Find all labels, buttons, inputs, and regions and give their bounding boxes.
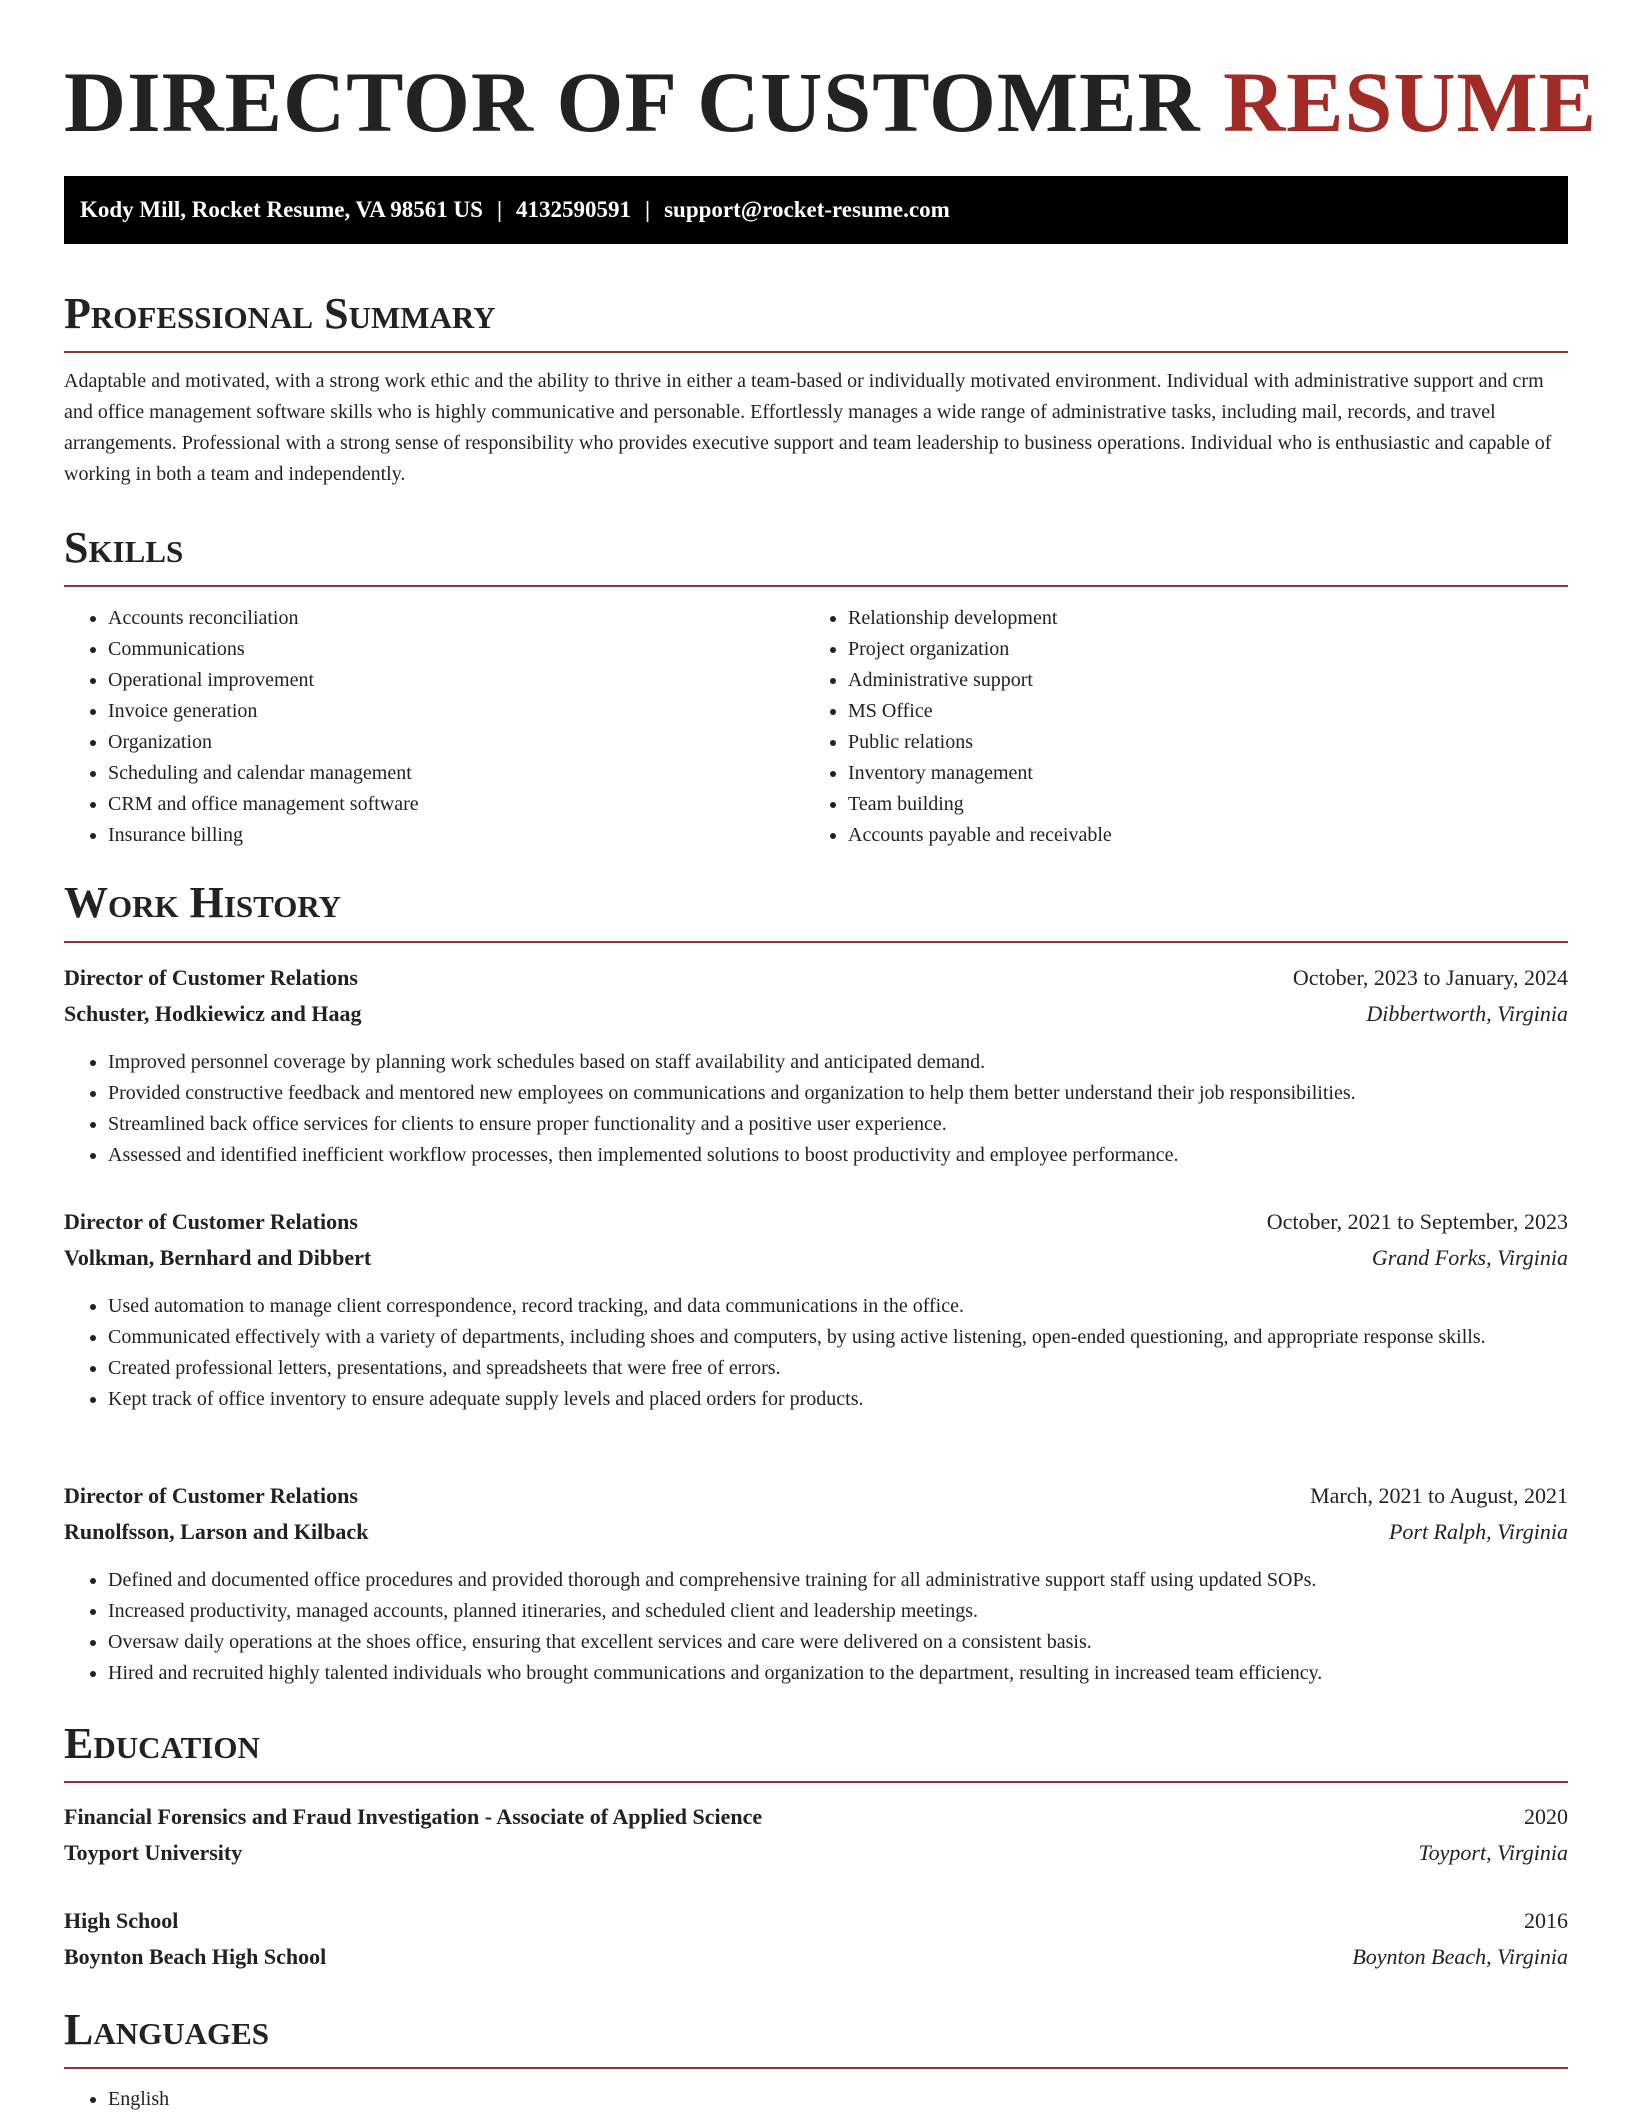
- section-divider: [64, 1781, 1568, 1783]
- resume-title-main: DIRECTOR OF CUSTOMER: [64, 54, 1201, 150]
- job-company: Volkman, Bernhard and Dibbert: [64, 1245, 372, 1270]
- job-bullet: • Increased productivity, managed accounts, planned itineraries, and scheduled client and leadership meetings.: [108, 1596, 1568, 1627]
- skill-item: • Inventory management: [848, 758, 1548, 789]
- resume-title: [64, 46, 1597, 158]
- skills-list-right: [804, 603, 1548, 851]
- resume-title-accent: RESUME: [1223, 54, 1598, 150]
- job-title-row: [64, 1478, 1568, 1514]
- education-school-row: [64, 1939, 1568, 1975]
- education-location: Boynton Beach, Virginia: [1352, 1944, 1568, 1969]
- contact-name-address: Kody Mill, Rocket Resume, VA 98561 US: [80, 197, 483, 222]
- job-company-row: [64, 1514, 1568, 1550]
- skill-item: • Administrative support: [848, 665, 1548, 696]
- contact-separator: |: [645, 197, 651, 222]
- job-title-row: [64, 1204, 1568, 1240]
- education-location: Toyport, Virginia: [1418, 1840, 1568, 1865]
- summary-text: Adaptable and motivated, with a strong work ethic and the ability to thrive in either a team-based or individually motivated environment. Individual with administrative support and crm and office management software skills who is highly communicative and personable. Effortlessly manages a wide range of administrative tasks, including mail, records, and travel arrangements. Professional with a strong sense of responsibility who provides executive support and team leadership to business operations. Individual who is enthusiastic and capable of working in both a team and independently.: [64, 370, 1552, 485]
- skill-item: • Communications: [108, 634, 798, 665]
- skill-item: • Accounts payable and receivable: [848, 820, 1548, 851]
- section-heading-work-history: Work History: [64, 878, 342, 927]
- skill-item: • MS Office: [848, 696, 1548, 727]
- job-bullet: • Improved personnel coverage by planning work schedules based on staff availability and anticipated demand.: [108, 1047, 1568, 1078]
- job-location: Grand Forks, Virginia: [1371, 1245, 1568, 1270]
- education-degree: High School: [64, 1908, 179, 1933]
- education-school: Boynton Beach High School: [64, 1944, 327, 1969]
- job-dates: March, 2021 to August, 2021: [1310, 1483, 1568, 1508]
- section-heading-education: Education: [64, 1719, 260, 1768]
- skill-item: • Accounts reconciliation: [108, 603, 798, 634]
- job-dates: October, 2023 to January, 2024: [1292, 965, 1568, 990]
- job-title: Director of Customer Relations: [64, 1209, 358, 1234]
- section-heading-languages: Languages: [64, 2005, 270, 2054]
- section-divider: [64, 585, 1568, 587]
- job-bullet: • Kept track of office inventory to ensure adequate supply levels and placed orders for products.: [108, 1384, 1568, 1415]
- job-title: Director of Customer Relations: [64, 965, 358, 990]
- job-bullet: • Defined and documented office procedures and provided thorough and comprehensive training for all administrative support staff using updated SOPs.: [108, 1565, 1568, 1596]
- job-bullet: • Assessed and identified inefficient workflow processes, then implemented solutions to boost productivity and employee performance.: [108, 1140, 1568, 1171]
- education-school: Toyport University: [64, 1840, 243, 1865]
- education-degree-row: [64, 1903, 1568, 1939]
- contact-phone: 4132590591: [516, 197, 632, 222]
- education-degree-row: [64, 1799, 1568, 1835]
- section-divider: [64, 2067, 1568, 2069]
- job-location: Port Ralph, Virginia: [1388, 1519, 1568, 1544]
- job-bullets: [64, 1565, 1568, 1689]
- job-company-row: [64, 996, 1568, 1032]
- job-location: Dibbertworth, Virginia: [1366, 1001, 1568, 1026]
- education-degree: Financial Forensics and Fraud Investigation - Associate of Applied Science: [64, 1804, 763, 1829]
- education-year: 2020: [1524, 1804, 1568, 1829]
- job-bullets: [64, 1291, 1568, 1415]
- education-year: 2016: [1524, 1908, 1568, 1933]
- job-bullet: • Created professional letters, presentations, and spreadsheets that were free of errors.: [108, 1353, 1568, 1384]
- job-bullets: [64, 1047, 1568, 1171]
- skill-item: • Insurance billing: [108, 820, 798, 851]
- skill-item: • CRM and office management software: [108, 789, 798, 820]
- section-heading-skills: Skills: [64, 523, 184, 572]
- section-divider: [64, 941, 1568, 943]
- section-heading-summary: Professional Summary: [64, 289, 496, 338]
- contact-bar: [64, 176, 1568, 244]
- skill-item: • Organization: [108, 727, 798, 758]
- language-item: • English: [108, 2084, 708, 2115]
- section-divider: [64, 351, 1568, 353]
- job-company: Schuster, Hodkiewicz and Haag: [64, 1001, 362, 1026]
- languages-list: [64, 2084, 708, 2115]
- job-dates: October, 2021 to September, 2023: [1266, 1209, 1568, 1234]
- job-bullet: • Oversaw daily operations at the shoes office, ensuring that excellent services and care were delivered on a consistent basis.: [108, 1627, 1568, 1658]
- job-company: Runolfsson, Larson and Kilback: [64, 1519, 369, 1544]
- skill-item: • Invoice generation: [108, 696, 798, 727]
- skill-item: • Operational improvement: [108, 665, 798, 696]
- job-bullet: • Hired and recruited highly talented individuals who brought communications and organization to the department, resulting in increased team efficiency.: [108, 1658, 1568, 1689]
- job-company-row: [64, 1240, 1568, 1276]
- job-title: Director of Customer Relations: [64, 1483, 358, 1508]
- job-title-row: [64, 960, 1568, 996]
- skill-item: • Public relations: [848, 727, 1548, 758]
- job-bullet: • Provided constructive feedback and mentored new employees on communications and organization to help them better understand their job responsibilities.: [108, 1078, 1568, 1109]
- skill-item: • Project organization: [848, 634, 1548, 665]
- education-school-row: [64, 1835, 1568, 1871]
- contact-separator: |: [496, 197, 503, 222]
- skill-item: • Scheduling and calendar management: [108, 758, 798, 789]
- skill-item: • Team building: [848, 789, 1548, 820]
- skills-list-left: [64, 603, 798, 851]
- skill-item: • Relationship development: [848, 603, 1548, 634]
- contact-email: support@rocket-resume.com: [664, 197, 950, 222]
- job-bullet: • Communicated effectively with a variety of departments, including shoes and computers, by using active listening, open-ended questioning, and appropriate response skills.: [108, 1322, 1568, 1353]
- job-bullet: • Streamlined back office services for clients to ensure proper functionality and a positive user experience.: [108, 1109, 1568, 1140]
- job-bullet: • Used automation to manage client correspondence, record tracking, and data communications in the office.: [108, 1291, 1568, 1322]
